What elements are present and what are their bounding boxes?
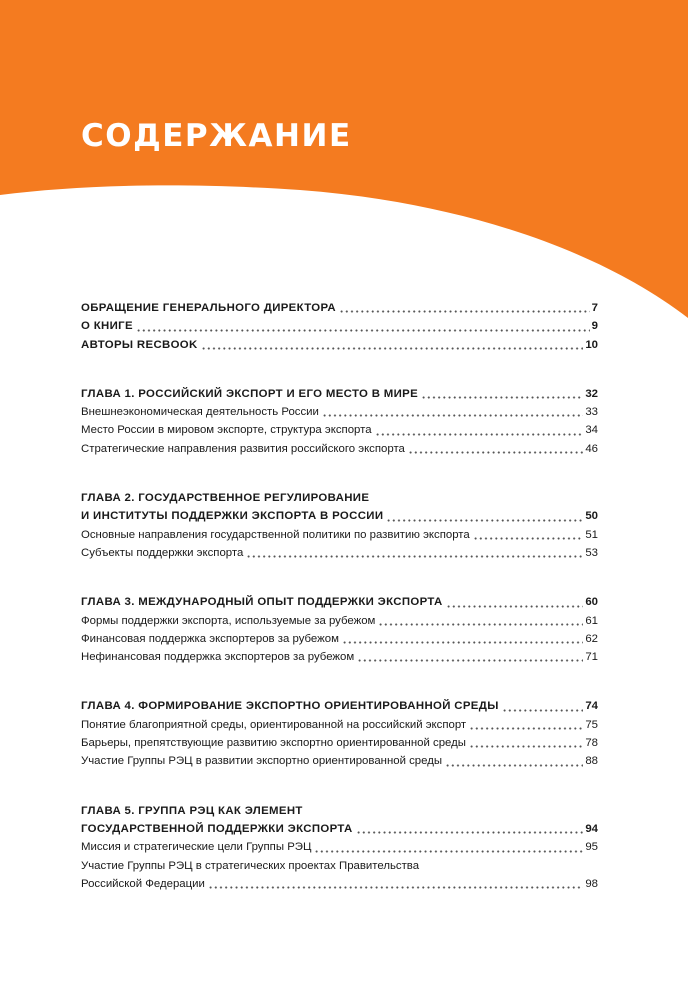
- orange-wave-shape: [0, 0, 688, 320]
- toc-entry-label: ГЛАВА 3. МЕЖДУНАРОДНЫЙ ОПЫТ ПОДДЕРЖКИ ЭКСПОРТА: [81, 596, 443, 609]
- toc-page-number: 98: [585, 877, 598, 890]
- toc-entry-label: АВТОРЫ RECBOOK: [81, 338, 198, 351]
- dot-leader: [473, 537, 584, 540]
- toc-entry-label: Внешнеэкономическая деятельность России: [81, 406, 319, 419]
- dot-leader: [322, 414, 583, 417]
- toc-entry-label: Миссия и стратегические цели Группы РЭЦ: [81, 841, 312, 854]
- toc-entry-label: ОБРАЩЕНИЕ ГЕНЕРАЛЬНОГО ДИРЕКТОРА: [81, 302, 336, 314]
- dot-leader: [469, 727, 583, 730]
- toc-entry[interactable]: [81, 648, 598, 666]
- toc-chapter-4: [81, 697, 598, 770]
- toc-entry[interactable]: [81, 421, 598, 439]
- toc-entry[interactable]: [81, 440, 598, 458]
- toc-page-number: 50: [585, 510, 598, 523]
- toc-page-number: 33: [585, 406, 598, 419]
- toc-chapter-heading-line1[interactable]: ГЛАВА 5. ГРУППА РЭЦ КАК ЭЛЕМЕНТ: [81, 804, 303, 817]
- toc-page-number: 61: [585, 614, 598, 627]
- toc-chapter-2: [81, 489, 598, 562]
- toc-page-number: 9: [591, 320, 598, 333]
- toc-entry-label: Формы поддержки экспорта, используемые за рубежом: [81, 614, 376, 627]
- dot-leader: [314, 850, 583, 853]
- table-of-contents: [81, 299, 598, 924]
- toc-entry[interactable]: [81, 716, 598, 734]
- toc-entry[interactable]: [81, 612, 598, 630]
- toc-entry-label: Субъекты поддержки экспорта: [81, 546, 244, 559]
- toc-page-number: 46: [585, 442, 598, 455]
- toc-entry-label: Российской Федерации: [81, 877, 205, 890]
- toc-chapter-heading[interactable]: [81, 385, 598, 403]
- toc-entry-label: Барьеры, препятствующие развитию экспортно ориентированной среды: [81, 737, 466, 750]
- toc-page-number: 10: [585, 338, 598, 351]
- toc-chapter-heading[interactable]: [81, 593, 598, 611]
- page-title: СОДЕРЖАНИЕ: [81, 118, 352, 154]
- toc-page-number: 94: [585, 822, 598, 835]
- toc-entry-label: ГЛАВА 1. РОССИЙСКИЙ ЭКСПОРТ И ЕГО МЕСТО В МИРЕ: [81, 387, 419, 400]
- toc-page-number: 51: [585, 528, 598, 541]
- dot-leader: [445, 764, 583, 767]
- toc-entry-label: ГЛАВА 4. ФОРМИРОВАНИЕ ЭКСПОРТНО ОРИЕНТИРОВАННОЙ СРЕДЫ: [81, 700, 499, 713]
- toc-entry[interactable]: [81, 838, 598, 856]
- dot-leader: [408, 451, 583, 454]
- dot-leader: [386, 519, 583, 522]
- toc-chapter-5: [81, 802, 598, 893]
- toc-page-number: 60: [585, 596, 598, 609]
- toc-entry-label: ГОСУДАРСТВЕННОЙ ПОДДЕРЖКИ ЭКСПОРТА: [81, 822, 353, 835]
- toc-page-number: 95: [585, 841, 598, 854]
- dot-leader: [378, 623, 583, 626]
- toc-entry-label: Нефинансовая поддержка экспортеров за рубежом: [81, 651, 355, 664]
- toc-page-number: 78: [585, 737, 598, 750]
- toc-entry-label: Стратегические направления развития российского экспорта: [81, 442, 405, 455]
- toc-entry-line1[interactable]: Участие Группы РЭЦ в стратегических проектах Правительства: [81, 859, 420, 872]
- orange-header-band: [0, 0, 688, 320]
- toc-entry-label: О КНИГЕ: [81, 320, 133, 333]
- toc-entry-label: И ИНСТИТУТЫ ПОДДЕРЖКИ ЭКСПОРТА В РОССИИ: [81, 510, 384, 523]
- dot-leader: [342, 641, 583, 644]
- toc-entry-authors[interactable]: [81, 336, 598, 354]
- toc-entry-director-address[interactable]: [81, 299, 598, 317]
- dot-leader: [357, 659, 583, 662]
- toc-chapter-3: [81, 593, 598, 666]
- dot-leader: [375, 433, 584, 436]
- dot-leader: [421, 396, 583, 399]
- toc-chapter-1: [81, 385, 598, 458]
- toc-page-number: 53: [585, 546, 598, 559]
- dot-leader: [136, 329, 590, 332]
- dot-leader: [469, 745, 583, 748]
- toc-entry-label: Понятие благоприятной среды, ориентированной на российский экспорт: [81, 718, 467, 731]
- toc-chapter-heading-line1[interactable]: ГЛАВА 2. ГОСУДАРСТВЕННОЕ РЕГУЛИРОВАНИЕ: [81, 492, 370, 505]
- dot-leader: [356, 831, 584, 834]
- toc-page-number: 34: [585, 424, 598, 437]
- toc-chapter-heading[interactable]: [81, 697, 598, 715]
- toc-page-number: 75: [585, 718, 598, 731]
- toc-page-number: 32: [585, 387, 598, 400]
- toc-chapter-heading[interactable]: [81, 820, 598, 838]
- toc-page-number: 71: [585, 651, 598, 664]
- dot-leader: [339, 310, 590, 313]
- toc-entry[interactable]: [81, 544, 598, 562]
- toc-page-number: 7: [591, 302, 598, 314]
- toc-entry[interactable]: [81, 526, 598, 544]
- toc-front-matter: [81, 299, 598, 354]
- toc-page-number: 88: [585, 755, 598, 768]
- dot-leader: [502, 709, 584, 712]
- toc-page-number: 62: [585, 632, 598, 645]
- toc-entry-label: Финансовая поддержка экспортеров за рубежом: [81, 632, 339, 645]
- toc-entry-about-book[interactable]: [81, 317, 598, 335]
- toc-entry[interactable]: [81, 403, 598, 421]
- toc-entry[interactable]: [81, 630, 598, 648]
- dot-leader: [246, 555, 583, 558]
- toc-entry-label: Участие Группы РЭЦ в развитии экспортно ориентированной среды: [81, 755, 443, 768]
- toc-entry[interactable]: [81, 734, 598, 752]
- toc-entry[interactable]: [81, 752, 598, 770]
- dot-leader: [201, 347, 584, 350]
- toc-entry-label: Место России в мировом экспорте, структура экспорта: [81, 424, 372, 437]
- toc-entry[interactable]: [81, 875, 598, 893]
- dot-leader: [446, 605, 584, 608]
- dot-leader: [208, 886, 583, 889]
- toc-entry-label: Основные направления государственной политики по развитию экспорта: [81, 528, 470, 541]
- toc-page-number: 74: [585, 700, 598, 713]
- toc-chapter-heading[interactable]: [81, 507, 598, 525]
